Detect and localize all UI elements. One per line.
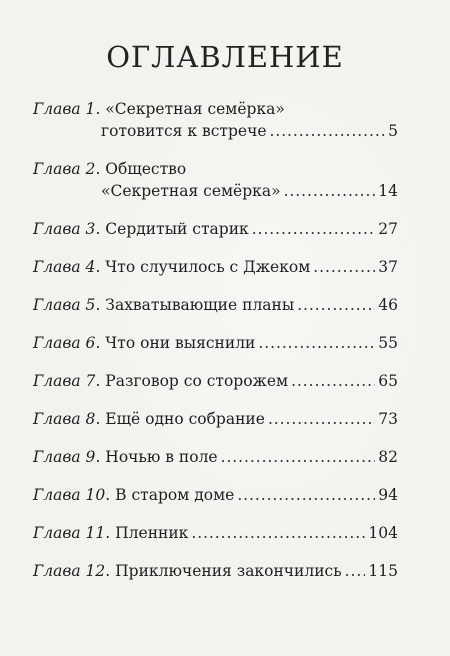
dot-leader	[191, 522, 365, 544]
chapter-label: Глава 4	[33, 258, 96, 276]
page-number: 27	[378, 220, 398, 238]
chapter-title: Ночью в поле	[105, 448, 218, 466]
dot-leader	[284, 180, 376, 202]
chapter-title: Захватывающие планы	[105, 296, 295, 314]
chapter-title: Пленник	[115, 524, 189, 542]
dot-leader	[221, 446, 376, 468]
chapter-label: Глава 6	[33, 334, 96, 352]
chapter-label: Глава 9	[33, 448, 96, 466]
dot-leader	[270, 120, 386, 142]
dot-leader	[297, 294, 375, 316]
chapter-title-line-1: Общество	[105, 160, 187, 178]
toc-entry-3: Глава 3 . Сердитый старик . . . 27	[33, 218, 398, 240]
toc-entry-1: Глава 1 . «Секретная семёрка» готовится к встрече . . . 5	[33, 98, 398, 142]
dot-leader	[237, 484, 375, 506]
chapter-title: Разговор со сторожем	[105, 372, 289, 390]
toc-entry-10: Глава 10 . В старом доме . . . 94	[33, 484, 398, 506]
page-number: 55	[378, 334, 398, 352]
chapter-title: Ещё одно собрание	[105, 410, 265, 428]
dot-leader	[313, 256, 375, 278]
page-number: 65	[378, 372, 398, 390]
table-of-contents	[33, 98, 398, 582]
toc-entry-6: Глава 6 . Что они выяснили . . . 55	[33, 332, 398, 354]
page-number: 73	[378, 410, 398, 428]
dot-leader	[291, 370, 375, 392]
toc-entry-12: Глава 12 . Приключения закончились . . . 115	[33, 560, 398, 582]
toc-entry-2: Глава 2 . Общество «Секретная семёрка» . . . 14	[33, 158, 398, 202]
chapter-title: В старом доме	[115, 486, 235, 504]
toc-entry-8: Глава 8 . Ещё одно собрание . . . 73	[33, 408, 398, 430]
chapter-title: Что случилось с Джеком	[105, 258, 311, 276]
chapter-title: Сердитый старик	[105, 220, 249, 238]
chapter-label: Глава 5	[33, 296, 96, 314]
dot-leader	[258, 332, 375, 354]
chapter-label: Глава 7	[33, 372, 96, 390]
chapter-title-line-2: готовится к встрече	[101, 122, 267, 140]
page-number: 104	[368, 524, 398, 542]
page-number: 14	[378, 182, 398, 200]
chapter-label: Глава 1	[33, 100, 96, 118]
chapter-label: Глава 3	[33, 220, 96, 238]
dot-leader	[268, 408, 375, 430]
chapter-title-line-1: «Секретная семёрка»	[105, 100, 285, 118]
chapter-title: Что они выяснили	[105, 334, 256, 352]
dot-leader	[252, 218, 376, 240]
chapter-label: Глава 10	[33, 486, 106, 504]
chapter-title-line-2: «Секретная семёрка»	[101, 182, 281, 200]
dot-leader	[345, 560, 366, 582]
chapter-title: Приключения закончились	[115, 562, 342, 580]
page-title: ОГЛАВЛЕНИЕ	[106, 40, 344, 74]
toc-entry-4: Глава 4 . Что случилось с Джеком . . . 37	[33, 256, 398, 278]
toc-entry-11: Глава 11 . Пленник . . . 104	[33, 522, 398, 544]
page-number: 37	[378, 258, 398, 276]
page-number: 82	[378, 448, 398, 466]
chapter-label: Глава 2	[33, 160, 96, 178]
page-number: 46	[378, 296, 398, 314]
toc-entry-7: Глава 7 . Разговор со сторожем . . . 65	[33, 370, 398, 392]
chapter-label: Глава 12	[33, 562, 106, 580]
toc-entry-5: Глава 5 . Захватывающие планы . . . 46	[33, 294, 398, 316]
chapter-label: Глава 11	[33, 524, 106, 542]
chapter-label: Глава 8	[33, 410, 96, 428]
page-number: 115	[368, 562, 398, 580]
toc-entry-9: Глава 9 . Ночью в поле . . . 82	[33, 446, 398, 468]
page-number: 94	[378, 486, 398, 504]
page-number: 5	[388, 122, 398, 140]
